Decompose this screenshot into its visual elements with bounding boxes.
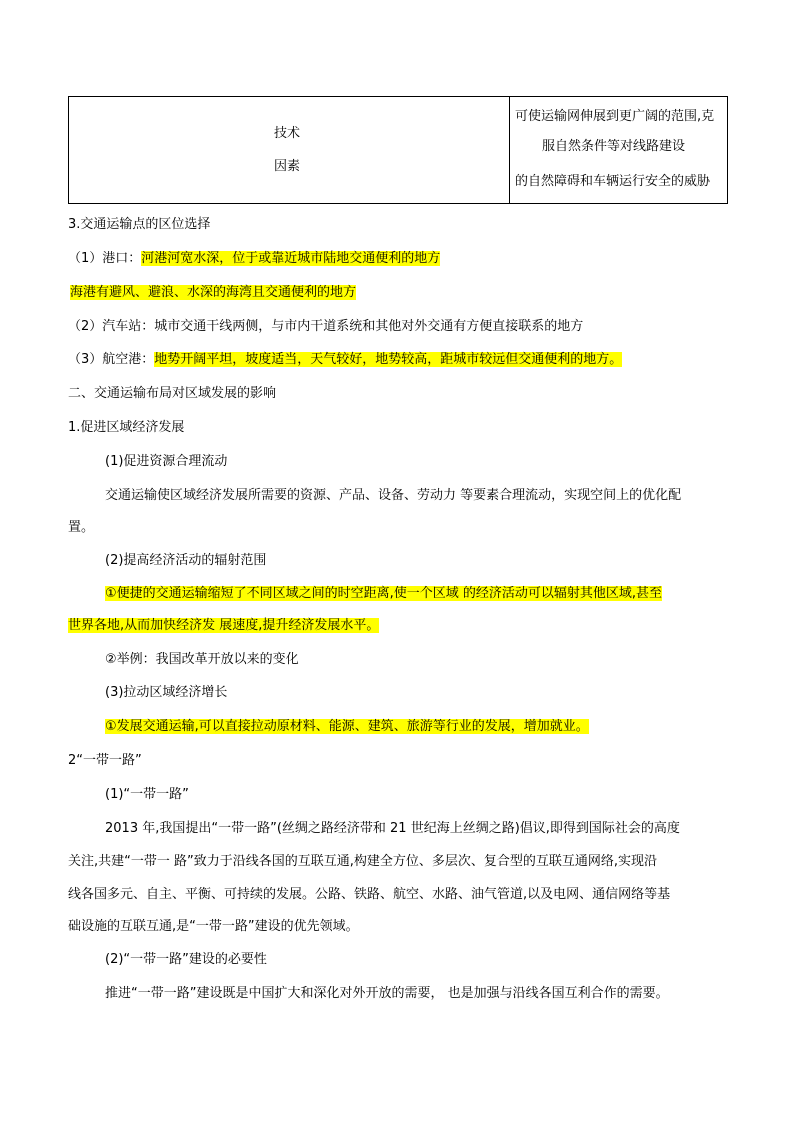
port-line — [68, 250, 440, 268]
part2-title: 二、交通运输布局对区域发展的影响 — [68, 386, 277, 401]
s1-1-heading: (1)促进资源合理流动 — [105, 454, 228, 469]
table-right-line1: 可使运输网伸展到更广阔的范围,克 — [515, 109, 715, 124]
s1-1-text-a: 交通运输使区域经济发展所需要的资源、产品、设备、劳动力 等要素合理流动，实现空间上的优化配 — [105, 488, 682, 503]
s1-3-p1-line — [105, 718, 589, 736]
table-left-line2: 因素 — [274, 159, 301, 174]
s1-title: 1.促进区域经济发展 — [68, 420, 185, 435]
s1-2-p1a: ①便捷的交通运输缩短了不同区域之间的时空距离,使一个区域 的经济活动可以辐射其他区域,甚至 — [105, 586, 663, 601]
s2-title: 2“一带一路” — [68, 753, 142, 768]
airport-label: （3）航空港： — [68, 352, 155, 367]
port-text: 河港河宽水深，位于或靠近城市陆地交通便利的地方 — [141, 251, 441, 266]
s2-2-heading: (2)“一带一路”建设的必要性 — [105, 952, 267, 967]
port-text2-line — [70, 284, 356, 302]
bus-line: （2）汽车站：城市交通干线两侧，与市内干道系统和其他对外交通有方便直接联系的地方 — [68, 319, 584, 334]
section3-title: 3.交通运输点的区位选择 — [68, 217, 211, 232]
s2-2-text: 推进“一带一路”建设既是中国扩大和深化对外开放的需要， 也是加强与沿线各国互利合作的需要。 — [105, 986, 669, 1001]
s1-1-text-b: 置。 — [68, 520, 95, 535]
s1-3-p1: ①发展交通运输,可以直接拉动原材料、能源、建筑、旅游等行业的发展，增加就业。 — [105, 719, 589, 734]
s2-1-line4: 础设施的互联互通,是“一带一路”建设的优先领域。 — [68, 919, 359, 934]
s1-3-heading: (3)拉动区域经济增长 — [105, 685, 228, 700]
s2-1-line2: 关注,共建“一带一 路”致力于沿线各国的互联互通,构建全方位、多层次、复合型的互联互通网络,实现沿 — [68, 854, 657, 869]
table-left-line1: 技术 — [274, 126, 301, 141]
factor-table — [68, 96, 728, 204]
s2-1-line3: 线各国多元、自主、平衡、可持续的发展。公路、铁路、航空、水路、油气管道,以及电网、通信网络等基 — [68, 887, 671, 902]
port-text2: 海港有避风、避浪、水深的海湾且交通便利的地方 — [70, 285, 357, 300]
s2-1-heading: (1)“一带一路” — [105, 787, 189, 802]
airport-text: 地势开阔平坦，坡度适当，天气较好，地势较高，距城市较远但交通便利的地方。 — [154, 352, 623, 367]
table-left-cell — [69, 97, 510, 203]
s1-2-heading: (2)提高经济活动的辐射范围 — [105, 553, 267, 568]
port-label: （1）港口： — [68, 251, 142, 266]
table-right-line3: 的自然障碍和车辆运行安全的威胁 — [515, 174, 711, 189]
s1-2-p2: ②举例：我国改革开放以来的变化 — [105, 652, 299, 667]
table-right-cell — [510, 97, 727, 203]
s2-1-line1: 2013 年,我国提出“一带一路”(丝绸之路经济带和 21 世纪海上丝绸之路)倡议,即得到国际社会的高度 — [105, 821, 680, 836]
table-right-line2: 服自然条件等对线路建设 — [542, 139, 686, 154]
s1-2-p1b: 世界各地,从而加快经济发 展速度,提升经济发展水平。 — [68, 618, 380, 633]
s1-2-p1a-line — [105, 585, 662, 603]
airport-line — [68, 351, 622, 369]
s1-2-p1b-line — [68, 617, 379, 635]
